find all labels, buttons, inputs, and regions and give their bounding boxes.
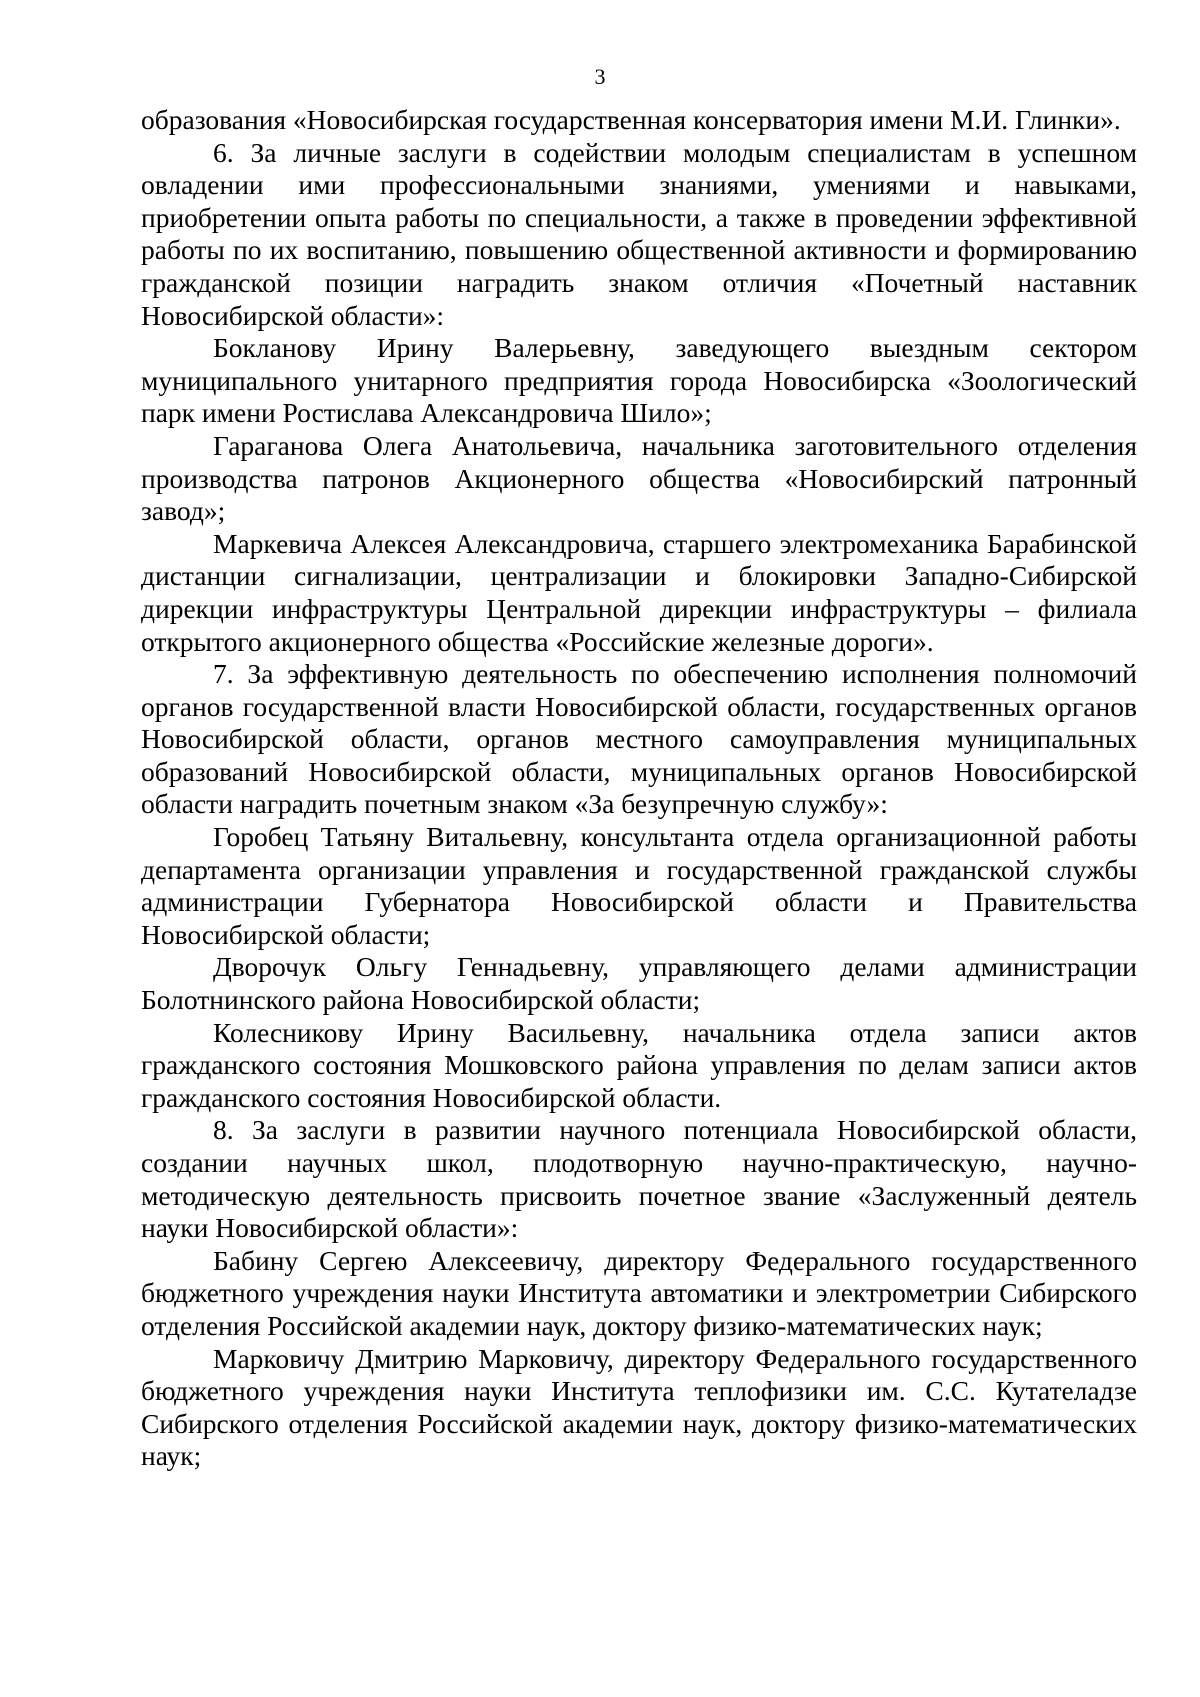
paragraph-awardee: Марковичу Дмитрию Марковичу, директору Федерального государственного бюджетного учреждения науки Института теплофизики им. С.С. Кутателадзе Сибирского отделения Российской академии наук, доктору физико-математических наук;	[141, 1342, 1137, 1472]
paragraph-awardee: Маркевича Алексея Александровича, старшего электромеханика Барабинской дистанции сигнализации, централизации и блокировки Западно-Сибирской дирекции инфраструктуры Центральной дирекции инфраструктуры – филиала открытого акционерного общества «Российские железные дороги».	[141, 527, 1137, 657]
document-body	[141, 104, 1137, 1473]
paragraph-item-8: 8. За заслуги в развитии научного потенциала Новосибирской области, создании научных школ, плодотворную научно-практическую, научно-методическую деятельность присвоить почетное звание «Заслуженный деятель науки Новосибирской области»:	[141, 1114, 1137, 1244]
paragraph-continuation: образования «Новосибирская государственная консерватория имени М.И. Глинки».	[141, 104, 1121, 135]
paragraph-awardee: Дворочук Ольгу Геннадьевну, управляющего делами администрации Болотнинского района Новосибирской области;	[141, 951, 1137, 1016]
paragraph-awardee: Колесникову Ирину Васильевну, начальника отдела записи актов гражданского состояния Мошковского района управления по делам записи актов гражданского состояния Новосибирской области.	[141, 1016, 1137, 1113]
paragraph-awardee: Бокланову Ирину Валерьевну, заведующего выездным сектором муниципального унитарного предприятия города Новосибирска «Зоологический парк имени Ростислава Александровича Шило»;	[141, 332, 1137, 429]
paragraph-item-7: 7. За эффективную деятельность по обеспечению исполнения полномочий органов государственной власти Новосибирской области, государственных органов Новосибирской области, органов местного самоуправления муниципальных образований Новосибирской области, муниципальных органов Новосибирской области наградить почетным знаком «За безупречную службу»:	[141, 658, 1137, 820]
paragraph-awardee: Горобец Татьяну Витальевну, консультанта отдела организационной работы департамента организации управления и государственной гражданской службы администрации Губернатора Новосибирской области и Правительства Новосибирской области;	[141, 821, 1137, 950]
page-number: 3	[594, 64, 606, 89]
paragraph-item-6: 6. За личные заслуги в содействии молодым специалистам в успешном овладении ими профессиональными знаниями, умениями и навыками, приобретении опыта работы по специальности, а также в проведении эффективной работы по их воспитанию, повышению общественной активности и формированию гражданской позиции наградить знаком отличия «Почетный наставник Новосибирской области»:	[141, 136, 1137, 331]
paragraph-awardee: Бабину Сергею Алексеевичу, директору Федерального государственного бюджетного учреждения науки Института автоматики и электрометрии Сибирского отделения Российской академии наук, доктору физико-математических наук;	[141, 1244, 1137, 1341]
paragraph-awardee: Гараганова Олега Анатольевича, начальника заготовительного отделения производства патронов Акционерного общества «Новосибирский патронный завод»;	[141, 429, 1137, 527]
